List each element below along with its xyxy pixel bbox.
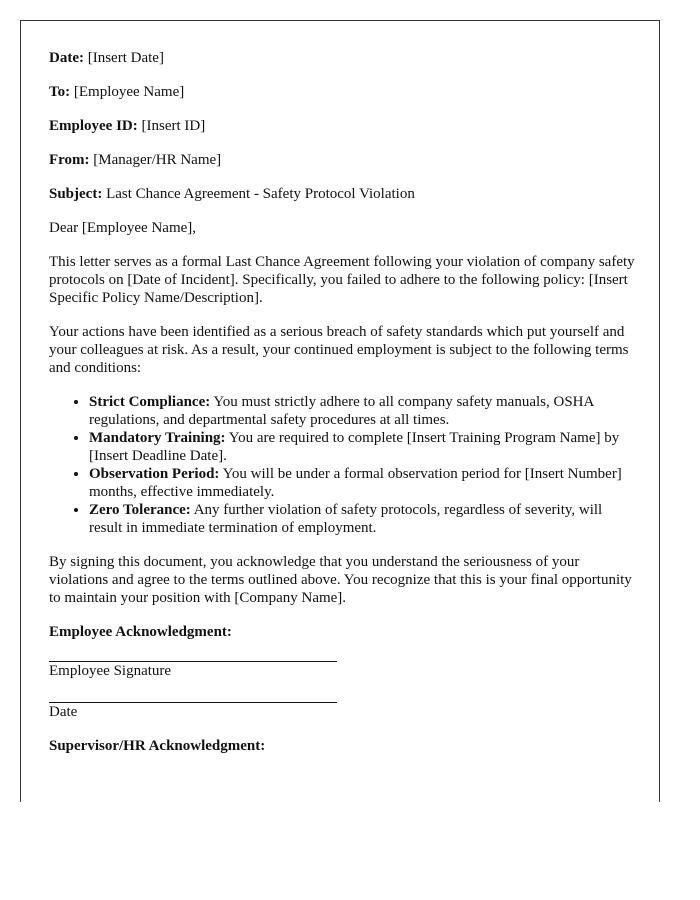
subject-label: Subject: bbox=[49, 186, 103, 202]
employee-signature-block bbox=[49, 661, 639, 721]
employee-date-label: Date bbox=[49, 704, 78, 720]
date-label: Date: bbox=[49, 50, 84, 66]
term-item bbox=[89, 393, 639, 429]
terms-list bbox=[49, 393, 639, 537]
term-item bbox=[89, 429, 639, 465]
employee-id-label: Employee ID: bbox=[49, 118, 138, 134]
closing-paragraph: By signing this document, you acknowledge that you understand the seriousness of your violations and agree to the terms outlined above. You recognize that this is your final opportunity to maintain your position with [Company Name]. bbox=[49, 554, 632, 606]
subject-line bbox=[49, 185, 639, 203]
term-title: Observation Period: bbox=[89, 466, 220, 482]
employee-id-line bbox=[49, 117, 639, 135]
term-text: You will be under a formal observation period for [Insert Number] months, effective immediately. bbox=[89, 466, 622, 500]
intro-paragraph: This letter serves as a formal Last Chance Agreement following your violation of company safety protocols on [Date of Incident]. Specifically, you failed to adhere to the following policy: [Insert Specific Policy Name/Description]. bbox=[49, 254, 635, 306]
letter-page bbox=[20, 20, 660, 802]
to-value: [Employee Name] bbox=[70, 84, 185, 100]
term-item bbox=[89, 501, 639, 537]
employee-ack-heading bbox=[49, 623, 639, 641]
from-line bbox=[49, 151, 639, 169]
supervisor-ack-heading bbox=[49, 737, 639, 755]
date-line bbox=[49, 49, 639, 67]
employee-ack-heading-text: Employee Acknowledgment: bbox=[49, 624, 232, 640]
salutation: Dear [Employee Name], bbox=[49, 220, 197, 236]
employee-signature-label: Employee Signature bbox=[49, 663, 172, 679]
subject-value: Last Chance Agreement - Safety Protocol Violation bbox=[102, 186, 415, 202]
employee-id-value: [Insert ID] bbox=[137, 118, 206, 134]
term-item bbox=[89, 465, 639, 501]
letter-content bbox=[49, 49, 639, 771]
from-value: [Manager/HR Name] bbox=[89, 152, 222, 168]
term-title: Strict Compliance: bbox=[89, 394, 211, 410]
term-title: Zero Tolerance: bbox=[89, 502, 191, 518]
term-text: You are required to complete [Insert Training Program Name] by [Insert Deadline Date]. bbox=[89, 430, 620, 464]
term-title: Mandatory Training: bbox=[89, 430, 226, 446]
to-label: To: bbox=[49, 84, 71, 100]
from-label: From: bbox=[49, 152, 90, 168]
supervisor-ack-heading-text: Supervisor/HR Acknowledgment: bbox=[49, 738, 266, 754]
to-line bbox=[49, 83, 639, 101]
term-text: Any further violation of safety protocols, regardless of severity, will result in immediate termination of employment. bbox=[89, 502, 603, 536]
terms-intro-paragraph: Your actions have been identified as a serious breach of safety standards which put yourself and your colleagues at risk. As a result, your continued employment is subject to the following terms and conditions: bbox=[49, 324, 629, 376]
term-text: You must strictly adhere to all company safety manuals, OSHA regulations, and departmental safety procedures at all times. bbox=[89, 394, 594, 428]
date-value: [Insert Date] bbox=[83, 50, 164, 66]
